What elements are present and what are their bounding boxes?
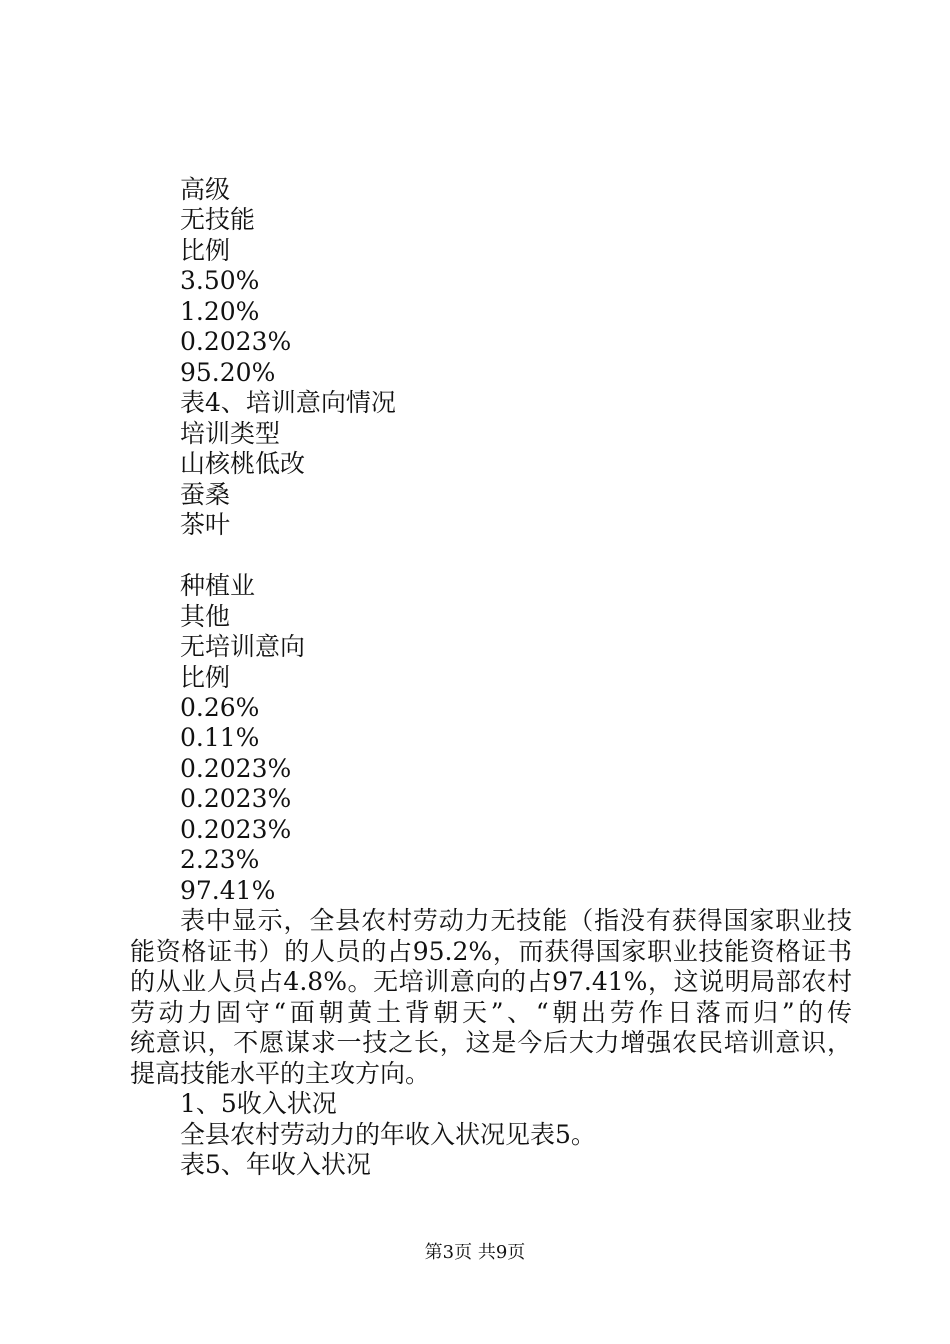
table3-cell: 3.50% [180,266,260,296]
table4-cell: 0.2023% [180,784,292,814]
table4-cell: 97.41% [180,875,276,905]
table4-cell: 蚕桑 [180,479,231,509]
table3-cell: 比例 [180,235,231,265]
paragraph-line: 劳动力固守“面朝黄土背朝天”、“朝出劳作日落而归”的传 [130,997,852,1027]
table3-cell: 1.20% [180,296,260,326]
table4-cell: 无培训意向 [180,632,306,662]
table3-cell: 无技能 [180,205,256,235]
table4-cell: 茶叶 [180,510,231,540]
table4-caption: 表4、培训意向情况 [180,388,396,418]
table4-cell: 0.2023% [180,753,292,783]
section-heading: 1、5收入状况 [180,1089,337,1119]
intro-text: 全县农村劳动力的年收入状况见表5。 [180,1119,596,1149]
table3-cell: 95.20% [180,357,276,387]
table5-caption: 表5、年收入状况 [180,1150,371,1179]
paragraph-line: 提高技能水平的主攻方向。 [130,1058,431,1088]
table4-cell: 培训类型 [180,418,281,448]
paragraph-line: 统意识，不愿谋求一技之长，这是今后大力增强农民培训意识， [130,1028,852,1058]
table4-cell: 其他 [180,601,231,631]
table4-cell: 0.26% [180,692,260,722]
table4-cell: 山核桃低改 [180,449,306,479]
paragraph-line: 能资格证书）的人员的占95.2%，而获得国家职业技能资格证书 [130,936,852,966]
table4-cell: 种植业 [180,571,256,601]
table4-cell: 2.23% [180,845,260,875]
table3-cell: 0.2023% [180,327,292,357]
table3-cell: 高级 [180,175,231,204]
table4-cell: 0.2023% [180,814,292,844]
blank-line [130,541,852,571]
table4-cell: 0.11% [180,723,260,753]
page-body [130,175,852,1180]
table4-cell: 比例 [180,662,231,692]
paragraph-line: 表中显示，全县农村劳动力无技能（指没有获得国家职业技 [180,906,852,936]
page-footer: 第3页 共9页 [424,1242,526,1263]
paragraph-line: 的从业人员占4.8%。无培训意向的占97.41%，这说明局部农村 [130,967,852,997]
